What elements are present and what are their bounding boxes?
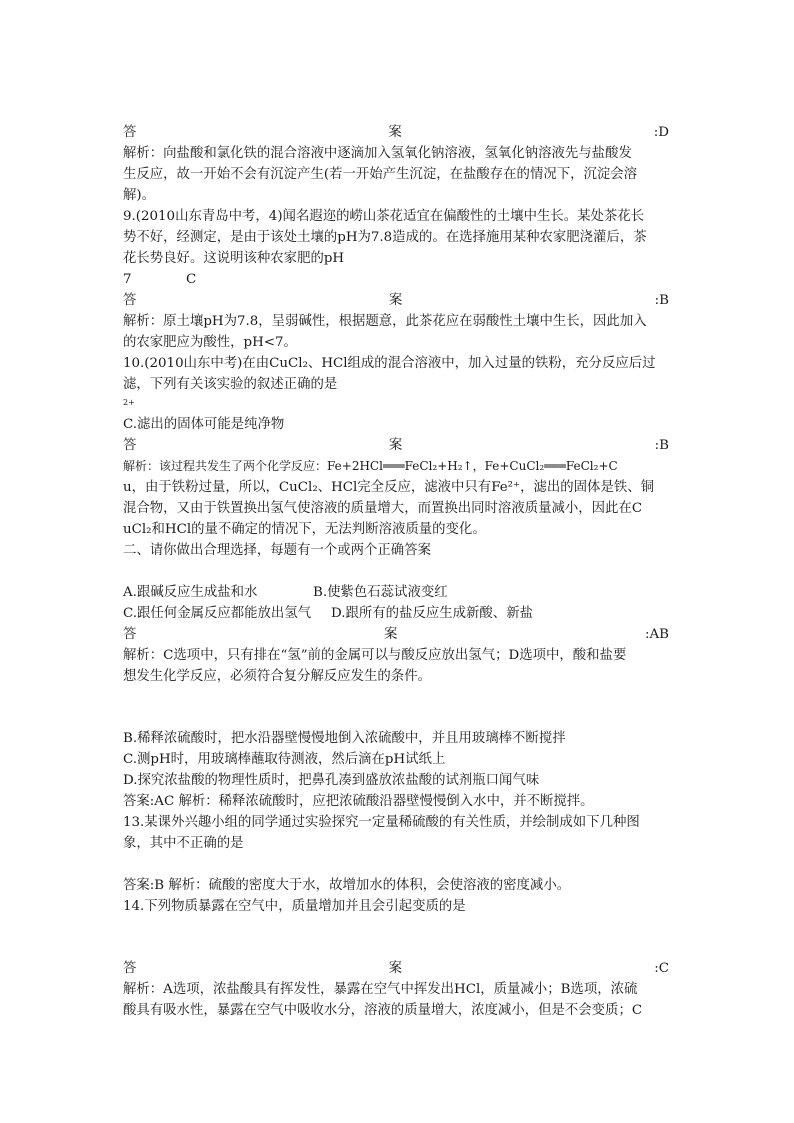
text-line: 解析：向盐酸和氯化铁的混合溶液中逐滴加入氢氧化钠溶液，氢氧化钠溶液先与盐酸发 (123, 146, 632, 161)
option-fragment: C (186, 272, 197, 287)
answer-char-an: 案 (388, 438, 403, 453)
option-fragment-row (123, 269, 669, 290)
answer-char-da: 答 (123, 961, 137, 976)
option-c: C.跟任何金属反应都能放出氢气 (123, 606, 312, 621)
answer-row-9 (123, 290, 669, 311)
answer-line: 答案:B 解析：硫酸的密度大于水，故增加水的体积，会使溶液的密度减小。 (123, 878, 571, 893)
answer-char-da: 答 (123, 438, 137, 453)
answer-value: :B (654, 293, 669, 308)
text-line: 滤，下列有关该实验的叙述正确的是 (123, 377, 338, 392)
option-b: B.使紫色石蕊试液变红 (313, 585, 448, 600)
answer-value: :C (654, 961, 669, 976)
question-9: 9.(2010山东青岛中考，4)闻名遐迩的崂山茶花适宜在偏酸性的土壤中生长。某处茶花长 (123, 209, 645, 224)
answer-value: :B (654, 438, 669, 453)
answer-line: 答案:AC 解析：稀释浓硫酸时，应把浓硫酸沿器壁慢慢倒入水中，并不断搅拌。 (123, 794, 594, 809)
text-line: 解析：C选项中，只有排在“氢”前的金属可以与酸反应放出氢气；D选项中，酸和盐要 (123, 648, 627, 663)
answer-char-da: 答 (123, 125, 137, 140)
answer-value: :D (653, 125, 669, 140)
superscript-fragment: 2+ (123, 398, 135, 407)
text-line: 象，其中不正确的是 (123, 836, 244, 851)
answer-row-8 (123, 122, 669, 143)
question-10: 10.(2010山东中考)在由CuCl₂、HCl组成的混合溶液中，加入过量的铁粉，充分反应后过 (123, 356, 656, 371)
question-14: 14.下列物质暴露在空气中，质量增加并且会引起变质的是 (123, 899, 466, 914)
text-line: 的农家肥应为酸性，pH<7。 (123, 335, 297, 350)
text-line: u，由于铁粉过量，所以，CuCl₂、HCl完全反应，滤液中只有Fe²⁺，滤出的固体是铁、铜 (123, 480, 655, 495)
text-line: 势不好，经测定，是由于该处土壤的pH为7.8造成的。在选择施用某种农家肥浇灌后，茶 (123, 230, 647, 245)
text-line: 解析：该过程共发生了两个化学反应：Fe+2HCl═══FeCl₂+H₂↑，Fe+CuCl₂═══FeCl₂+C (123, 459, 618, 473)
answer-row-14 (123, 958, 669, 979)
answer-char-an: 案 (388, 125, 402, 140)
section-heading: 二、请你做出合理选择，每题有一个或两个正确答案 (123, 543, 431, 558)
text-line: uCl₂和HCl的量不确定的情况下，无法判断溶液质量的变化。 (123, 522, 486, 537)
option-d: D.跟所有的盐反应生成新酸、新盐 (331, 606, 533, 621)
options-row (123, 582, 669, 603)
answer-char-da: 答 (123, 293, 137, 308)
answer-char-an: 案 (388, 293, 403, 308)
option-b: B.稀释浓硫酸时，把水沿器壁慢慢地倒入浓硫酸中，并且用玻璃棒不断搅拌 (123, 731, 566, 746)
answer-row-11 (123, 624, 669, 645)
option-fragment: 7 (123, 272, 132, 287)
option-a: A.跟碱反应生成盐和水 (123, 585, 258, 600)
text-line: 混合物，又由于铁置换出氢气使溶液的质量增大，而置换出同时溶液质量减小，因此在C (123, 501, 643, 516)
text-line: 酸具有吸水性，暴露在空气中吸收水分，溶液的质量增大，浓度减小，但是不会变质；C (123, 1003, 643, 1018)
text-line: 花长势良好。这说明该种农家肥的pH (123, 251, 345, 266)
text-line: 解析：原土壤pH为7.8，呈弱碱性，根据题意，此茶花应在弱酸性土壤中生长，因此加入 (123, 314, 647, 329)
option-d: D.探究浓盐酸的物理性质时，把鼻孔凑到盛放浓盐酸的试剂瓶口闻气味 (123, 773, 540, 788)
answer-row-10 (123, 435, 669, 456)
question-13: 13.某课外兴趣小组的同学通过实验探究一定量稀硫酸的有关性质，并绘制成如下几种图 (123, 815, 640, 830)
option-c: C.滤出的固体可能是纯净物 (123, 417, 285, 432)
text-line: 解析：A选项，浓盐酸具有挥发性，暴露在空气中挥发出HCl，质量减小；B选项，浓硫 (123, 982, 638, 997)
text-line: 想发生化学反应，必须符合复分解反应发生的条件。 (123, 669, 431, 684)
option-c: C.测pH时，用玻璃棒蘸取待测液，然后滴在pH试纸上 (123, 752, 446, 767)
answer-char-da: 答 (123, 627, 137, 642)
answer-char-an: 案 (383, 627, 398, 642)
text-line: 解)。 (123, 188, 156, 203)
text-line: 生反应，故一开始不会有沉淀产生(若一开始产生沉淀，在盐酸存在的情况下，沉淀会溶 (123, 167, 638, 182)
answer-value: :AB (644, 627, 669, 642)
options-row (123, 603, 669, 624)
answer-char-an: 案 (388, 961, 402, 976)
